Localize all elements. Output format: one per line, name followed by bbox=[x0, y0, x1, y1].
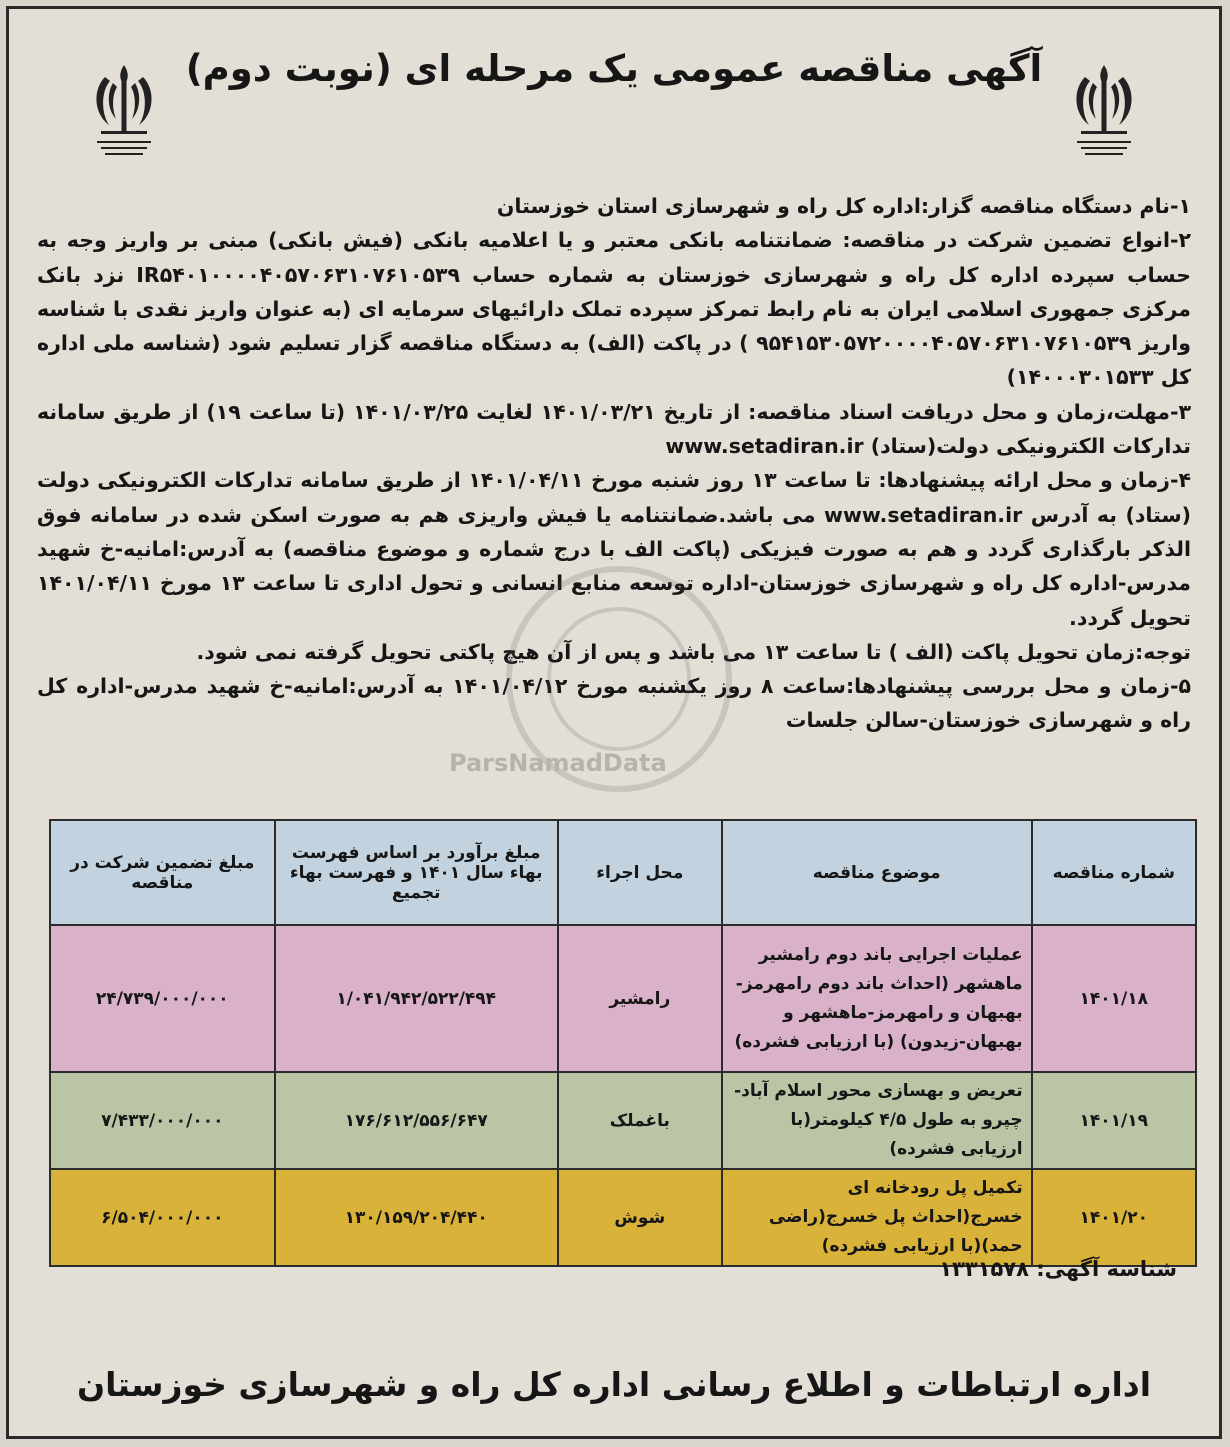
column-header-estimate: مبلغ برآورد بر اساس فهرست بهاء سال ۱۴۰۱ و فهرست بهاء تجمیع bbox=[275, 820, 558, 925]
paragraph-documents-deadline: ۳-مهلت،زمان و محل دریافت اسناد مناقصه: از تاریخ ۱۴۰۱/۰۳/۲۱ لغایت ۱۴۰۱/۰۳/۲۵ (تا ساعت ۱۹) از طریق سامانه تدارکات الکترونیکی دولت(ستاد) www.setadiran.ir bbox=[37, 399, 1192, 459]
tender-subject: عملیات اجرایی باند دوم رامشیر ماهشهر (احداث باند دوم رامهرمز-بهبهان و رامهرمز-ماهشهر و بهبهان-زیدون) (با ارزیابی فشرده) bbox=[722, 925, 1032, 1072]
tender-location: شوش bbox=[558, 1169, 722, 1266]
column-header-guarantee: مبلغ تضمین شرکت در مناقصه bbox=[50, 820, 275, 925]
iran-emblem-icon bbox=[1063, 59, 1145, 169]
tender-estimate: ۱/۰۴۱/۹۴۲/۵۲۲/۴۹۴ bbox=[275, 925, 558, 1072]
tender-number: ۱۴۰۱/۱۹ bbox=[1032, 1072, 1196, 1169]
table-header-row bbox=[50, 820, 1196, 925]
table-row bbox=[50, 1072, 1196, 1169]
tender-table bbox=[49, 819, 1197, 1267]
tender-estimate: ۱۷۶/۶۱۲/۵۵۶/۶۴۷ bbox=[275, 1072, 558, 1169]
page-title: آگهی مناقصه عمومی یک مرحله ای (نوبت دوم) bbox=[185, 47, 1043, 90]
table-row bbox=[50, 1169, 1196, 1266]
tender-estimate: ۱۳۰/۱۵۹/۲۰۴/۴۴۰ bbox=[275, 1169, 558, 1266]
advertisement-page bbox=[6, 6, 1222, 1439]
paragraph-submission: ۴-زمان و محل ارائه پیشنهادها: تا ساعت ۱۳ روز شنبه مورخ ۱۴۰۱/۰۴/۱۱ از طریق سامانه تدارکات الکترونیکی دولت (ستاد) به آدرس www.setadiran.ir می باشد.ضمانتنامه یا فیش واریزی هم به صورت اسکن شده در سامانه فوق الذکر بارگذاری گردد و هم به صورت فیزیکی (پاکت الف با درج شماره و موضوع مناقصه) به آدرس:امانیه-خ شهید مدرس-اداره کل راه و شهرسازی خوزستان-اداره توسعه منابع انسانی و تحول اداری تا ساعت ۱۳ مورخ ۱۴۰۱/۰۴/۱۱ تحویل گردد. bbox=[37, 468, 1192, 630]
iran-emblem-icon bbox=[83, 59, 165, 169]
column-header-location: محل اجراء bbox=[558, 820, 722, 925]
paragraph-opening: ۵-زمان و محل بررسی پیشنهادها:ساعت ۸ روز یکشنبه مورخ ۱۴۰۱/۰۴/۱۲ به آدرس:امانیه-خ شهید مدرس-اداره کل راه و شهرسازی خوزستان-سالن جلسات bbox=[37, 674, 1192, 733]
tender-location: باغملک bbox=[558, 1072, 722, 1169]
column-header-subject: موضوع مناقصه bbox=[722, 820, 1032, 925]
table-row bbox=[50, 925, 1196, 1072]
tender-number: ۱۴۰۱/۲۰ bbox=[1032, 1169, 1196, 1266]
tender-location: رامشیر bbox=[558, 925, 722, 1072]
tender-number: ۱۴۰۱/۱۸ bbox=[1032, 925, 1196, 1072]
tender-subject: تعریض و بهسازی محور اسلام آباد-چپرو به طول ۴/۵ کیلومتر(با ارزیابی فشرده) bbox=[722, 1072, 1032, 1169]
tender-guarantee: ۶/۵۰۴/۰۰۰/۰۰۰ bbox=[50, 1169, 275, 1266]
tender-subject: تکمیل پل رودخانه ای خسرج(احداث پل خسرج(راضی حمد)(با ارزیابی فشرده) bbox=[722, 1169, 1032, 1266]
watermark-text: ParsNamadData bbox=[449, 749, 667, 777]
footer-publisher: اداره ارتباطات و اطلاع رسانی اداره کل راه و شهرسازی خوزستان bbox=[76, 1365, 1152, 1404]
column-header-tender-number: شماره مناقصه bbox=[1032, 820, 1196, 925]
paragraph-organizer: ۱-نام دستگاه مناقصه گزار:اداره کل راه و شهرسازی استان خوزستان bbox=[496, 194, 1191, 218]
paragraph-guarantee: ۲-انواع تضمین شرکت در مناقصه: ضمانتنامه بانکی معتبر و یا اعلامیه بانکی (فیش بانکی) مبنی بر واریز وجه به حساب سپرده اداره کل راه و شهرسازی خوزستان به شماره حساب IR۵۴۰۱۰۰۰۰۴۰۵۷۰۶۳۱۰۷۶۱۰۵۳۹ نزد بانک مرکزی جمهوری اسلامی ایران به نام رابط تمرکز سپرده تملک دارائیهای سرمایه ای (به عنوان واریز نقدی با شناسه واریز ۹۵۴۱۵۳۰۵۷۲۰۰۰۰۴۰۵۷۰۶۳۱۰۷۶۱۰۵۳۹ ) در پاکت (الف) به دستگاه مناقصه گزار تسلیم شود (شناسه ملی اداره کل ۱۴۰۰۰۳۰۱۵۳۳) bbox=[37, 228, 1192, 390]
paragraph-note: توجه:زمان تحویل پاکت (الف ) تا ساعت ۱۳ می باشد و پس از آن هیچ پاکتی تحویل گرفته نمی شود. bbox=[196, 639, 1191, 664]
ad-identifier: شناسه آگهی: ۱۳۳۱۵۷۸ bbox=[939, 1257, 1177, 1281]
tender-guarantee: ۲۴/۷۳۹/۰۰۰/۰۰۰ bbox=[50, 925, 275, 1072]
tender-guarantee: ۷/۴۳۳/۰۰۰/۰۰۰ bbox=[50, 1072, 275, 1169]
